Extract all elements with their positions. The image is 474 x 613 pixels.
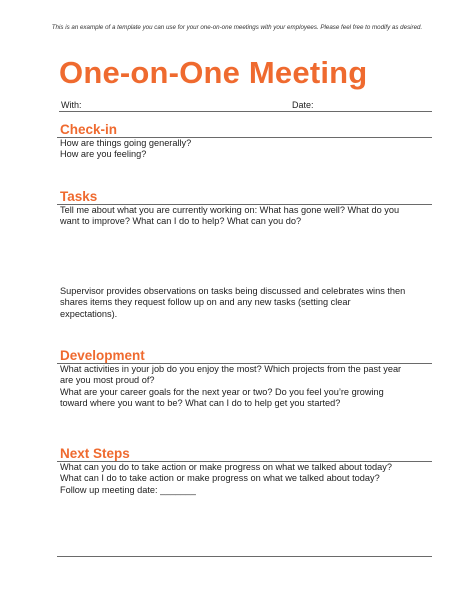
- supervisor-line: expectations).: [60, 308, 118, 319]
- checkin-heading: Check-in: [60, 122, 118, 137]
- meta-row: [59, 100, 432, 112]
- development-body: [60, 364, 435, 409]
- tasks-body: [60, 205, 435, 228]
- tasks-line: want to improve? What can I do to help? What can you do?: [60, 216, 302, 227]
- development-line: toward where you want to be? What can I do to help get you started?: [60, 397, 341, 408]
- with-label: With:: [61, 100, 82, 110]
- supervisor-body: [60, 286, 435, 320]
- tasks-heading: Tasks: [60, 189, 98, 204]
- development-line: What activities in your job do you enjoy the most? Which projects from the past year: [60, 364, 402, 374]
- checkin-line: How are things going generally?: [60, 138, 192, 148]
- footer-rule: [57, 556, 432, 557]
- next-steps-line: What can I do to take action or make progress on what we talked about today?: [60, 473, 380, 484]
- supervisor-line: Supervisor provides observations on tasks being discussed and celebrates wins then: [60, 286, 406, 296]
- development-heading: Development: [60, 348, 145, 363]
- development-line: What are your career goals for the next year or two? Do you feel you’re growing: [60, 386, 384, 397]
- follow-up-date: Follow up meeting date: _______: [60, 484, 196, 495]
- supervisor-line: shares items they request follow up on and any new tasks (setting clear: [60, 297, 351, 308]
- next-steps-heading: Next Steps: [60, 446, 130, 461]
- next-steps-line: What can you do to take action or make progress on what we talked about today?: [60, 462, 392, 472]
- checkin-body: [60, 138, 435, 161]
- page-title: One-on-One Meeting: [59, 55, 368, 90]
- template-note: This is an example of a template you can use for your one-on-one meetings with your employees. Please feel free to modify as desired.: [51, 24, 423, 31]
- date-label: Date:: [292, 100, 314, 110]
- development-line: are you most proud of?: [60, 375, 155, 386]
- next-steps-body: [60, 462, 435, 496]
- tasks-line: Tell me about what you are currently working on: What has gone well? What do you: [60, 205, 400, 215]
- checkin-line: How are you feeling?: [60, 149, 147, 160]
